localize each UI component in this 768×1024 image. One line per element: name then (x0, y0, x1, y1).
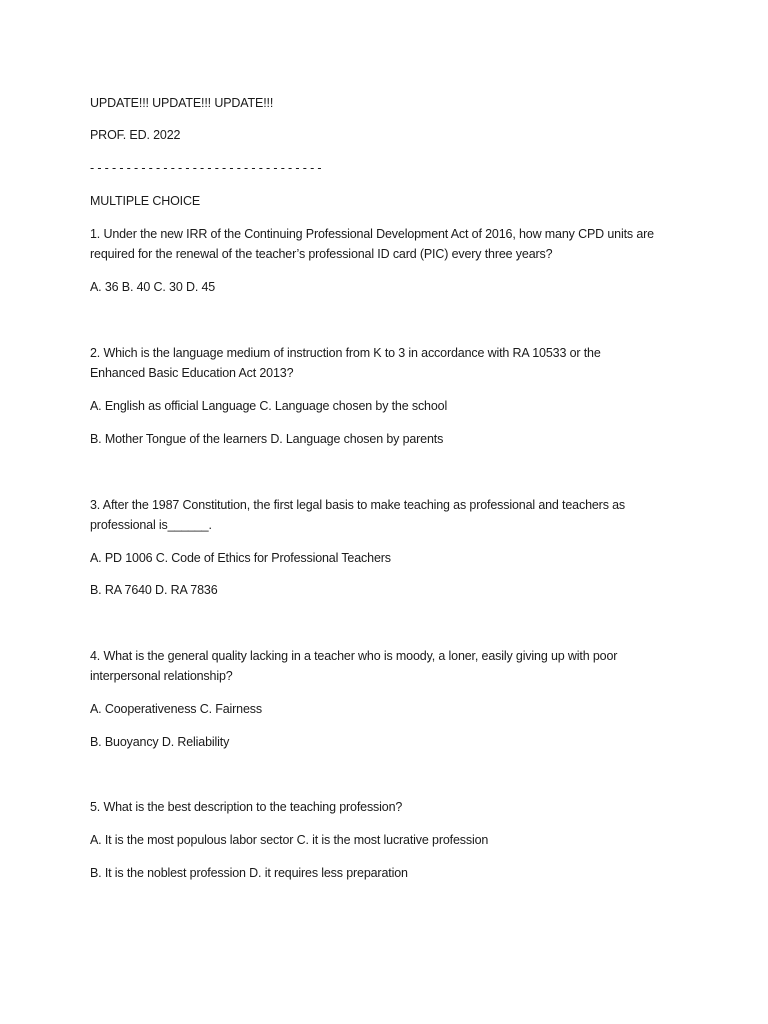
section-title: MULTIPLE CHOICE (90, 194, 201, 208)
question-1-line-1: 1. Under the new IRR of the Continuing Professional Development Act of 2016, how many CPD units are (90, 227, 654, 241)
question-3-choices-b: B. RA 7640 D. RA 7836 (90, 583, 218, 597)
question-2-choices-a: A. English as official Language C. Language chosen by the school (90, 399, 448, 413)
question-3-line-1: 3. After the 1987 Constitution, the first legal basis to make teaching as professional and teachers as (90, 498, 626, 512)
question-2-line-2: Enhanced Basic Education Act 2013? (90, 366, 294, 380)
question-5-choices-b: B. It is the noblest profession D. it requires less preparation (90, 866, 408, 880)
question-1-choices: A. 36 B. 40 C. 30 D. 45 (90, 280, 216, 294)
question-2-choices-b: B. Mother Tongue of the learners D. Language chosen by parents (90, 432, 444, 446)
question-4-line-1: 4. What is the general quality lacking in a teacher who is moody, a loner, easily giving up with poor (90, 649, 618, 663)
question-4-choices-b: B. Buoyancy D. Reliability (90, 735, 230, 749)
exam-subtitle: PROF. ED. 2022 (90, 128, 181, 142)
question-5-choices-a: A. It is the most populous labor sector C. it is the most lucrative profession (90, 833, 489, 847)
question-3-line-2: professional is______. (90, 518, 212, 532)
question-1-line-2: required for the renewal of the teacher’s professional ID card (PIC) every three years? (90, 247, 553, 261)
question-4-choices-a: A. Cooperativeness C. Fairness (90, 702, 262, 716)
question-2-line-1: 2. Which is the language medium of instruction from K to 3 in accordance with RA 10533 or the (90, 346, 601, 360)
divider-line: - - - - - - - - - - - - - - - - - - - - - - - - - - - - - - - - (90, 161, 322, 175)
question-5-line-1: 5. What is the best description to the teaching profession? (90, 800, 403, 814)
question-3-choices-a: A. PD 1006 C. Code of Ethics for Professional Teachers (90, 551, 391, 565)
update-banner: UPDATE!!! UPDATE!!! UPDATE!!! (90, 96, 274, 110)
question-4-line-2: interpersonal relationship? (90, 669, 233, 683)
